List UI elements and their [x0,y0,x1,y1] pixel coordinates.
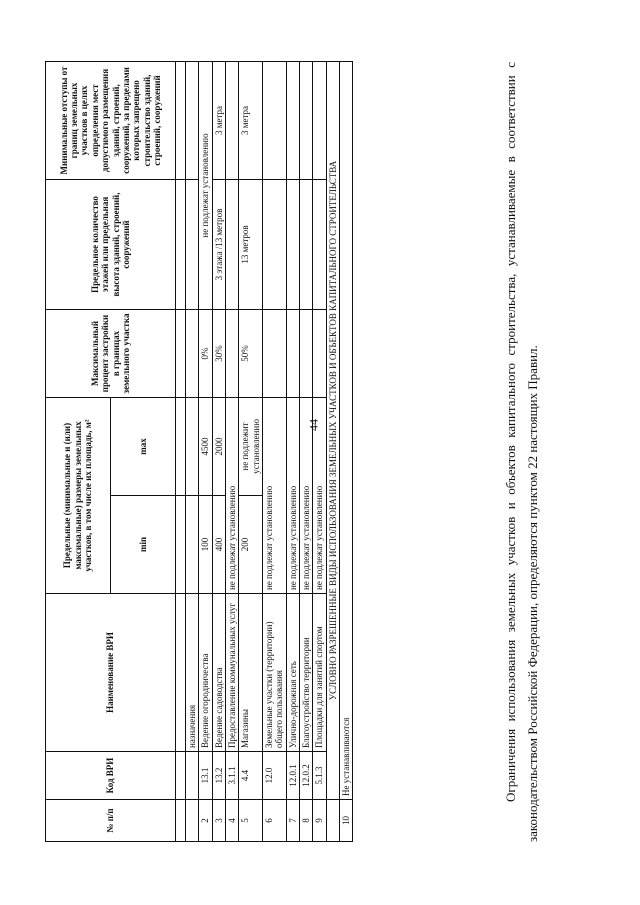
header-floors: Предельное количество этажей или предельная высота зданий, строений, сооружений [46,179,176,309]
cell-max: 2000 [212,397,225,495]
table-row [313,61,326,841]
cell-name: назначения [186,594,199,752]
table-row [340,61,353,841]
table-row [186,61,199,841]
header-code: Код ВРИ [46,752,176,800]
cell-code: 13.1 [199,752,212,800]
cell-min: 400 [212,496,225,594]
table-row [300,61,313,841]
cell-row10-text: Не устанавливаются [340,61,353,799]
cell-floors-setback: не подлежат установлению [199,61,212,309]
cell-name: Предоставление коммунальных услуг [226,594,239,752]
cell-num: 10 [340,800,353,842]
cell-min: 200 [239,496,263,594]
cell-name: Улично-дорожная сеть [286,594,299,752]
cell-name: Площадки для занятий спортом [313,594,326,752]
cell-code: 4.4 [239,752,263,800]
cell-code: 13.2 [212,752,225,800]
cell-num: 3 [212,800,225,842]
note-block [500,62,544,842]
cell-max: не подлежит установлению [239,397,263,495]
cell-name: Земельные участки (территории) общего пользования [263,594,287,752]
cell-num: 4 [226,800,239,842]
table-row [286,61,299,841]
cell-sizes: не подлежат установлению [226,397,239,593]
header-percent: Максимальный процент застройки в границах земельного участка [46,309,176,397]
table-row [212,61,225,841]
cell-code: 12.0 [263,752,287,800]
section-title: УСЛОВНО РАЗРЕШЕННЫЕ ВИДЫ ИСПОЛЬЗОВАНИЯ ЗЕМЕЛЬНЫХ УЧАСТКОВ И ОБЪЕКТОВ КАПИТАЛЬНОГО СТРОИТЕЛЬСТВА [326,61,339,799]
cell-num: 7 [286,800,299,842]
table-row [226,61,239,841]
cell-name: Ведение садоводства [212,594,225,752]
rotated-page-content [45,62,605,842]
note-paragraph: Ограничения использования земельных участков и объектов капитального строительства, устанавливаемые в соответствии с законодательством Российской Федерации, определяются пунктом 22 настоящих Правил. [503,62,541,842]
spacer-row [176,61,186,841]
cell-percent: 50% [239,309,263,397]
page-number: 44 [306,419,321,431]
cell-setback: 3 метра [239,61,263,179]
header-min: min [111,496,176,594]
cell-sizes: не подлежат установлению [286,397,299,593]
cell-name: Благоустройство территории [300,594,313,752]
cell-floors: 3 этажа /13 метров [212,179,225,309]
cell-num: 9 [313,800,326,842]
table-row [263,61,287,841]
zoning-table [45,61,353,842]
cell-code: 12.0.2 [300,752,313,800]
cell-code: 5.1.3 [313,752,326,800]
header-setback: Минимальные отступы от границ земельных участков в целях определения мест допустимого размещения зданий, строений, сооружений, за пределами которых запрещено строительство зданий, строений, сооружений [46,61,176,179]
cell-num: 5 [239,800,263,842]
table-row [239,61,263,841]
cell-num: 2 [199,800,212,842]
cell-sizes: не подлежат установлению [300,397,313,593]
cell-name: Ведение огородничества [199,594,212,752]
cell-floors: 13 метров [239,179,263,309]
cell-name: Магазины [239,594,263,752]
table-header-row [46,61,111,841]
section-row [326,61,339,841]
cell-percent: 30% [212,309,225,397]
header-sizes: Предельные (минимальные и (или) максимальные) размеры земельных участков, в том числе их площадь, м² [46,397,111,593]
cell-min: 100 [199,496,212,594]
header-name: Наименование ВРИ [46,594,176,752]
cell-code: 12.0.1 [286,752,299,800]
header-max: max [111,397,176,495]
header-num: № п/п [46,800,176,842]
cell-setback: 3 метра [212,61,225,179]
cell-num: 6 [263,800,287,842]
cell-sizes: не подлежат установлению [313,397,326,593]
cell-percent: 0% [199,309,212,397]
table-row [199,61,212,841]
cell-max: 4500 [199,397,212,495]
cell-code: 3.1.1 [226,752,239,800]
cell-num: 8 [300,800,313,842]
cell-sizes: не подлежат установлению [263,397,287,593]
